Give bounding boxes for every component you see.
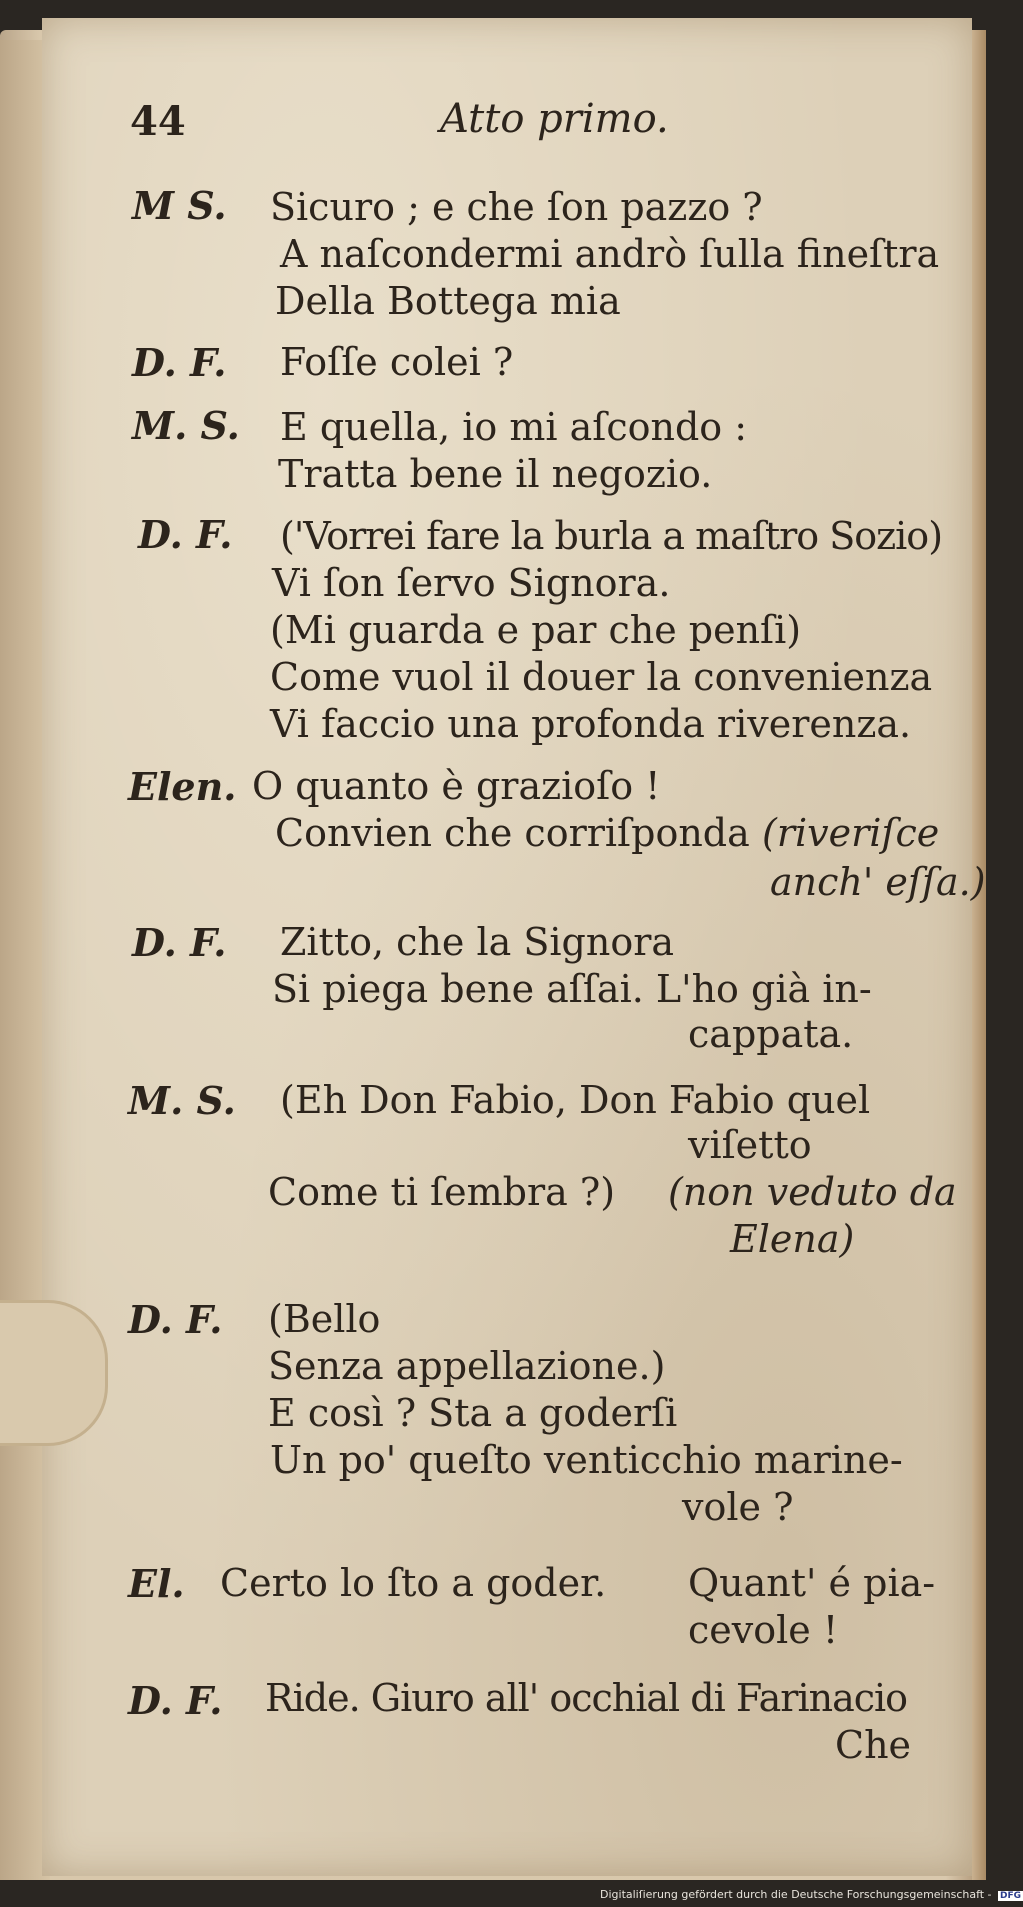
verse-line: Un po' queſto venticchio marine- <box>270 1438 903 1482</box>
verse-line: Si piega bene aſſai. L'ho già in- <box>272 967 872 1011</box>
right-page-edge <box>972 30 986 1880</box>
verse-line: Convien che corriſponda <box>275 811 750 855</box>
verse-line: (Mi guarda e par che penſi) <box>270 608 802 652</box>
verse-line: viſetto <box>688 1123 812 1167</box>
verse-line: O quanto è grazioſo ! <box>252 764 661 808</box>
verse-line: ('Vorrei fare la burla a maſtro Sozio) <box>280 514 943 558</box>
verse-line: (Bello <box>268 1297 381 1341</box>
running-title: Atto primo. <box>440 96 669 142</box>
speaker-label: D. F. <box>132 340 227 385</box>
dfg-logo: DFG <box>1000 1891 1022 1901</box>
verse-line: Come ti ſembra ?) <box>268 1170 616 1214</box>
verse-line: Certo lo ſto a goder. <box>220 1561 607 1605</box>
stage-direction: (riveriſce <box>762 811 940 855</box>
verse-line: (Eh Don Fabio, Don Fabio quel <box>280 1078 871 1122</box>
verse-line: E quella, io mi aſcondo : <box>280 405 748 449</box>
credit-text: Digitaliſierung gefördert durch die Deutsche Forschungsgemeinschaft - <box>600 1888 992 1901</box>
speaker-label: M. S. <box>128 1078 236 1123</box>
verse-line: vole ? <box>682 1485 794 1529</box>
verse-line: cevole ! <box>688 1608 839 1652</box>
page-tab-marker <box>0 1300 108 1446</box>
verse-line: Tratta bene il negozio. <box>278 452 713 496</box>
speaker-label: D. F. <box>138 512 233 557</box>
verse-line: Vi faccio una profonda riverenza. <box>270 702 912 746</box>
verse-line: Vi ſon ſervo Signora. <box>272 561 671 605</box>
verse-line: Zitto, che la Signora <box>280 920 675 964</box>
digitization-credit <box>600 1888 1023 1901</box>
speaker-label: D. F. <box>132 920 227 965</box>
verse-line: Quant' é pia- <box>688 1561 936 1605</box>
catchword: Che <box>835 1723 912 1767</box>
verse-line: Della Bottega mia <box>275 279 621 323</box>
speaker-label: D. F. <box>128 1678 223 1723</box>
stage-direction: anch' eſſa.) <box>770 860 986 904</box>
verse-line: Ride. Giuro all' occhial di Farinacio <box>265 1676 908 1720</box>
verse-line: Come vuol il douer la convenienza <box>270 655 933 699</box>
speaker-label: D. F. <box>128 1297 223 1342</box>
verse-line: E così ? Sta a goderſi <box>268 1391 678 1435</box>
verse-line: Foſſe colei ? <box>280 340 514 384</box>
verse-line: A naſcondermi andrò ſulla fineſtra <box>280 232 940 276</box>
speaker-label: M S. <box>132 183 227 228</box>
verse-line: cappata. <box>688 1012 854 1056</box>
speaker-label: El. <box>128 1561 185 1606</box>
speaker-label: Elen. <box>128 764 237 809</box>
speaker-label: M. S. <box>132 403 240 448</box>
verse-line: Senza appellazione.) <box>268 1344 666 1388</box>
page-number: 44 <box>130 98 186 145</box>
stage-direction: Elena) <box>730 1217 855 1261</box>
verse-line: Sicuro ; e che ſon pazzo ? <box>270 185 763 229</box>
stage-direction: (non veduto da <box>668 1170 957 1214</box>
